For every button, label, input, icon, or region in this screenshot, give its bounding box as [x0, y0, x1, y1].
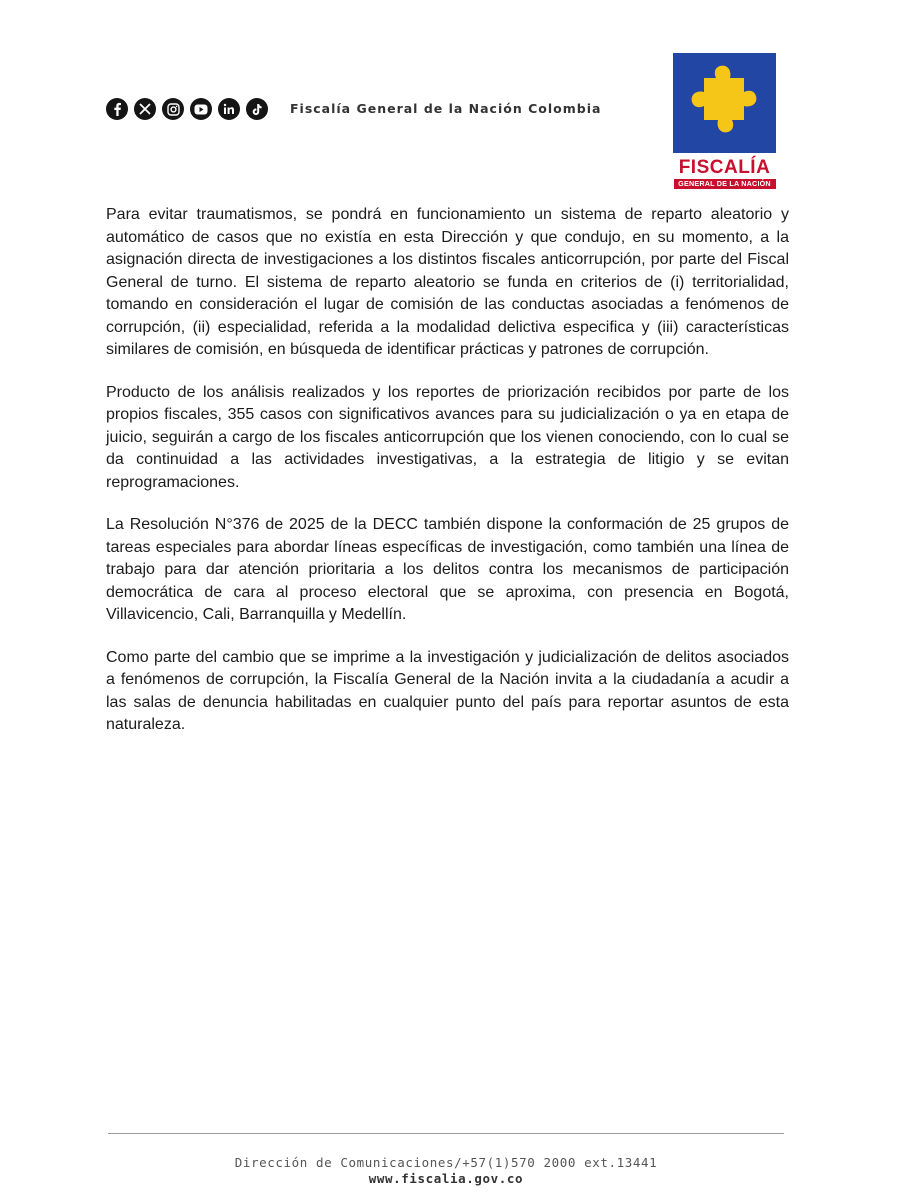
linkedin-icon[interactable] — [218, 98, 240, 120]
youtube-icon[interactable] — [190, 98, 212, 120]
social-icons-row — [106, 98, 268, 120]
paragraph-3: La Resolución N°376 de 2025 de la DECC también dispone la conformación de 25 grupos de tareas especiales para abordar líneas específicas de investigación, como también una línea de trabajo para dar atención prioritaria a los delitos contra los mecanismos de participación democrática de cara al proceso electoral que se aproxima, con presencia en Bogotá, Villavicencio, Cali, Barranquilla y Medellín. — [106, 516, 789, 623]
instagram-icon[interactable] — [162, 98, 184, 120]
x-icon[interactable] — [134, 98, 156, 120]
facebook-icon[interactable] — [106, 98, 128, 120]
footer-contact: Dirección de Comunicaciones/+57(1)570 2000 ext.13441 — [234, 1155, 658, 1170]
tiktok-icon[interactable] — [246, 98, 268, 120]
footer-divider — [108, 1133, 784, 1134]
puzzle-piece-icon — [690, 62, 760, 144]
paragraph-1: Para evitar traumatismos, se pondrá en funcionamiento un sistema de reparto aleatorio y automático de casos que no existía en esta Dirección y que condujo, en su momento, a la asignación directa de investigaciones a los distintos fiscales anticorrupción, por parte del Fiscal General de turno. El sistema de reparto aleatorio se funda en criterios de (i) territorialidad, tomando en consideración el lugar de comisión de las conductas asociadas a fenómenos de corrupción, (ii) especialidad, referida a la modalidad delictiva especifica y (iii) características similares de comisión, en búsqueda de identificar prácticas y patrones de corrupción. — [106, 206, 789, 358]
paragraph-4: Como parte del cambio que se imprime a la investigación y judicialización de delitos asociados a fenómenos de corrupción, la Fiscalía General de la Nación invita a la ciudadanía a acudir a las salas de denuncia habilitadas en cualquier punto del país para reportar asuntos de esta naturaleza. — [106, 648, 789, 733]
fiscalia-logo — [673, 53, 776, 189]
logo-emblem — [673, 53, 776, 153]
paragraph-2: Producto de los análisis realizados y los reportes de priorización recibidos por parte de los propios fiscales, 355 casos con significativos avances para su judicialización o ya en etapa de juicio, seguirán a cargo de los fiscales anticorrupción que los vienen conociendo, con lo cual se da continuidad a las actividades investigativas, a la estrategia de litigio y se evitan reprogramaciones. — [106, 383, 789, 491]
document-body — [106, 204, 789, 757]
footer-website[interactable]: www.fiscalia.gov.co — [368, 1171, 524, 1186]
organization-name: Fiscalía General de la Nación Colombia — [290, 101, 602, 116]
logo-title: FISCALÍA — [678, 157, 771, 178]
logo-subtitle: GENERAL DE LA NACIÓN — [674, 179, 776, 189]
